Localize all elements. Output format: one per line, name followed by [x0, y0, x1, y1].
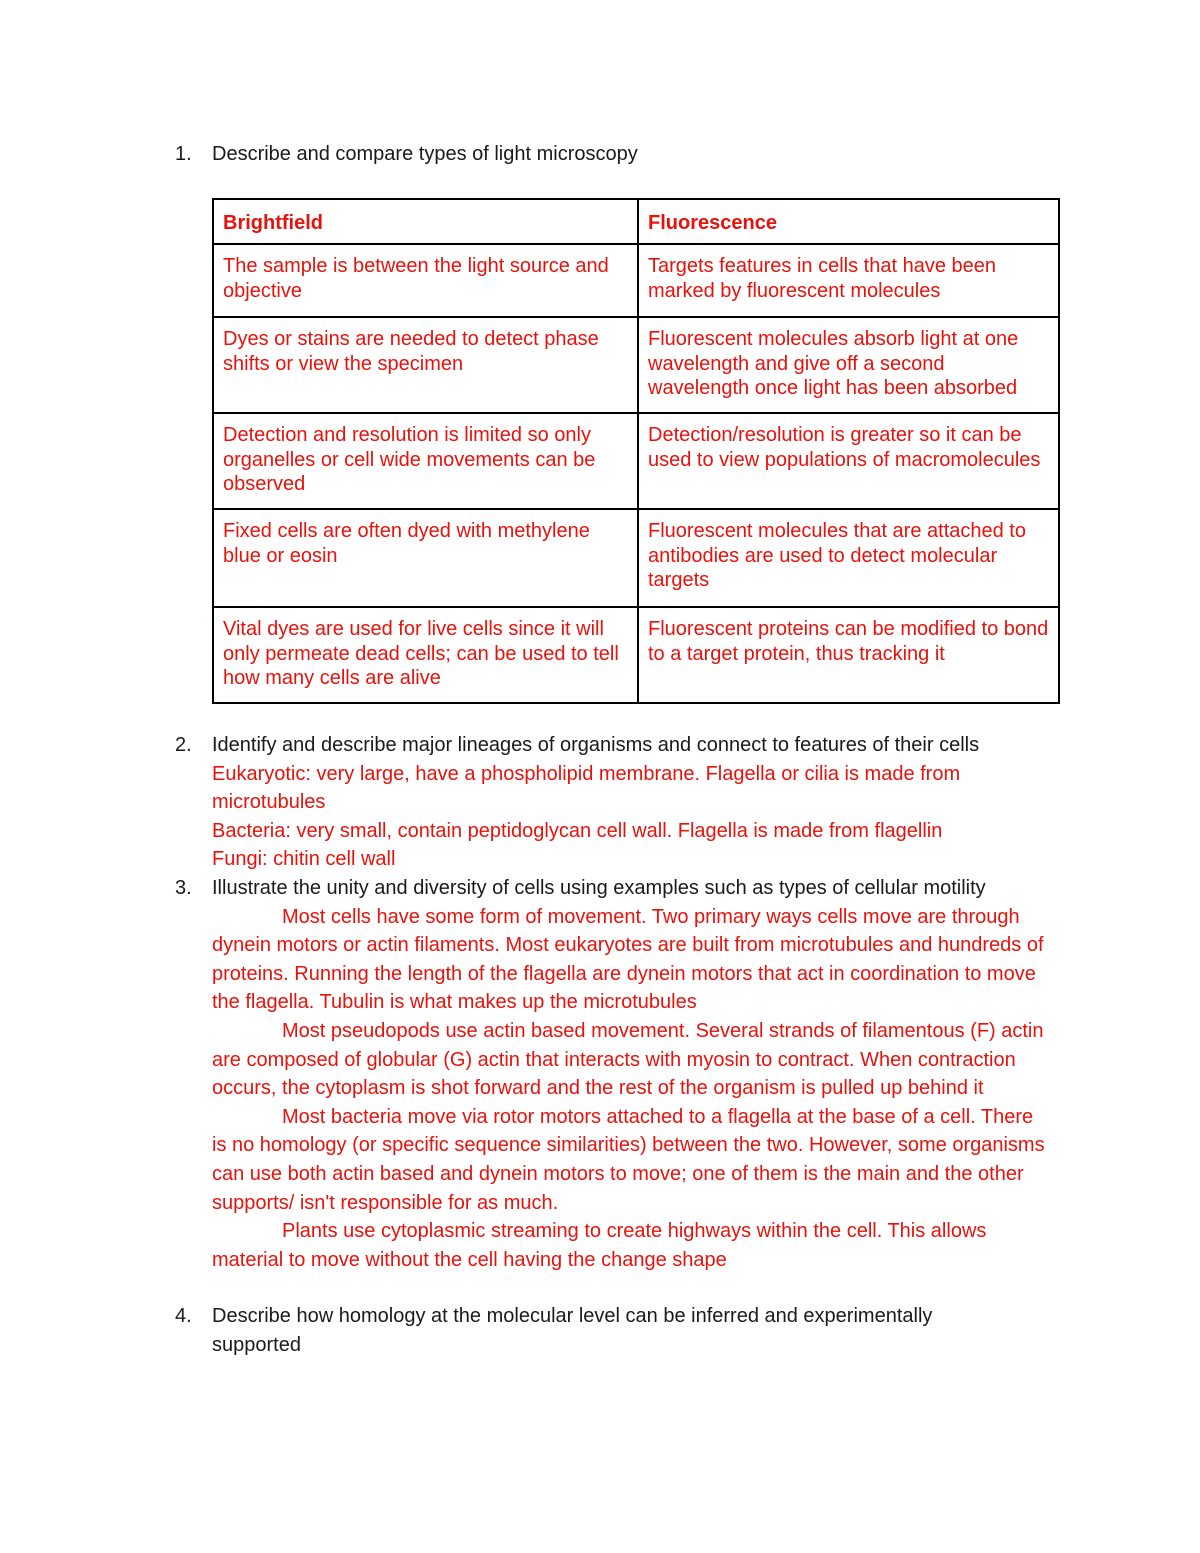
- answer-fungi: Fungi: chitin cell wall: [212, 848, 396, 871]
- answer-bacteria: Bacteria: very small, contain peptidoglycan cell wall. Flagella is made from flagellin: [212, 819, 943, 842]
- table-cell: Fluorescent molecules that are attached to antibodies are used to detect molecular targets: [638, 509, 1059, 607]
- microscopy-comparison-table: [212, 198, 1060, 704]
- table-row: [213, 607, 1059, 703]
- table-row: [213, 509, 1059, 607]
- answer-paragraph: Plants use cytoplasmic streaming to create highways within the cell. This allows material to move without the cell having the change shape: [212, 1220, 987, 1271]
- question-3-body: [212, 874, 1072, 1274]
- table-row: [213, 244, 1059, 317]
- table-cell: The sample is between the light source and objective: [213, 244, 638, 317]
- answer-eukaryotic: Eukaryotic: very large, have a phospholipid membrane. Flagella or cilia is made from microtubules: [212, 762, 961, 814]
- table-header-fluorescence: Fluorescence: [638, 199, 1059, 244]
- question-3-text: Illustrate the unity and diversity of cells using examples such as types of cellular motility: [212, 877, 986, 899]
- question-1-number: 1.: [175, 143, 192, 165]
- table-cell: Vital dyes are used for live cells since it will only permeate dead cells; can be used to tell how many cells are alive: [213, 607, 638, 703]
- table-header-brightfield: Brightfield: [213, 199, 638, 244]
- table-cell: Fluorescent molecules absorb light at one wavelength and give off a second wavelength once light has been absorbed: [638, 317, 1059, 413]
- table-cell: Detection/resolution is greater so it can be used to view populations of macromolecules: [638, 413, 1059, 509]
- question-2-body: [212, 731, 1072, 874]
- table-cell: Targets features in cells that have been marked by fluorescent molecules: [638, 244, 1059, 317]
- answer-paragraph: Most pseudopods use actin based movement. Several strands of filamentous (F) actin are composed of globular (G) actin that interacts with myosin to contract. When contraction occurs, the cytoplasm is shot forward and the rest of the organism is pulled up behind it: [212, 1019, 1044, 1100]
- question-2-number: 2.: [175, 734, 192, 756]
- question-1-text: Describe and compare types of light microscopy: [212, 143, 638, 165]
- question-4-number: 4.: [175, 1305, 192, 1327]
- table-row: [213, 413, 1059, 509]
- table-cell: Detection and resolution is limited so only organelles or cell wide movements can be observed: [213, 413, 638, 509]
- table-header-row: [213, 199, 1059, 244]
- question-4-text: Describe how homology at the molecular level can be inferred and experimentally supported: [212, 1305, 933, 1356]
- table-cell: Fluorescent proteins can be modified to bond to a target protein, thus tracking it: [638, 607, 1059, 703]
- answer-paragraph: Most cells have some form of movement. Two primary ways cells move are through dynein motors or actin filaments. Most eukaryotes are built from microtubules and hundreds of proteins. Running the length of the flagella are dynein motors that act in coordination to move the flagella. Tubulin is what makes up the microtubules: [212, 905, 1044, 1014]
- question-2-text: Identify and describe major lineages of organisms and connect to features of their cells: [212, 734, 980, 756]
- table-row: [213, 317, 1059, 413]
- table-cell: Fixed cells are often dyed with methylene blue or eosin: [213, 509, 638, 607]
- question-3-number: 3.: [175, 877, 192, 899]
- table-cell: Dyes or stains are needed to detect phase shifts or view the specimen: [213, 317, 638, 413]
- answer-paragraph: Most bacteria move via rotor motors attached to a flagella at the base of a cell. There is no homology (or specific sequence similarities) between the two. However, some organisms can use both actin based and dynein motors to move; one of them is the main and the other supports/ isn't responsible for as much.: [212, 1105, 1045, 1214]
